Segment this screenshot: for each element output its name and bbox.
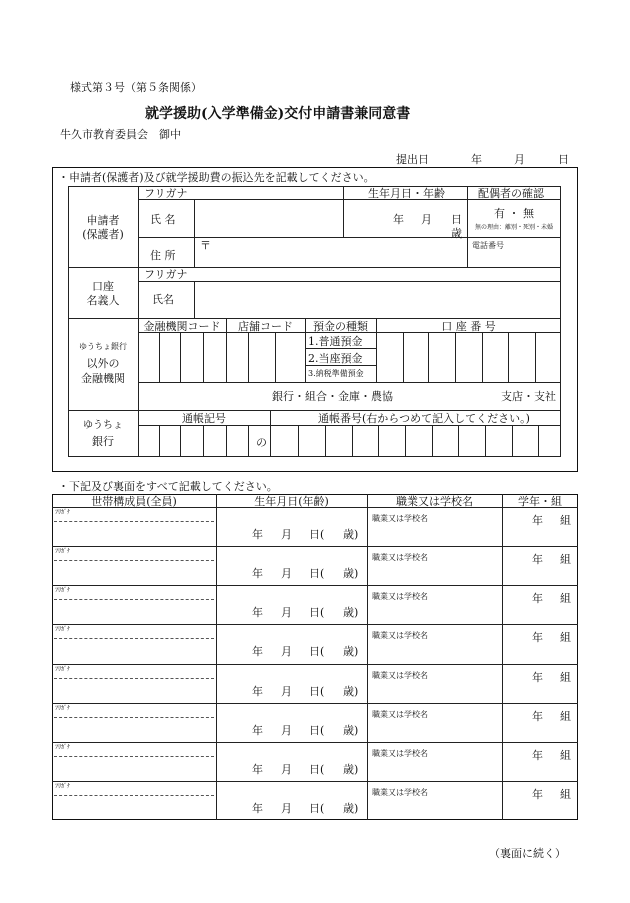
passbook-symbol-header: 通帳記号: [182, 412, 226, 425]
deposit-option-tax[interactable]: 3.納税準備預金: [308, 369, 364, 378]
row-birth-year: 年: [252, 801, 263, 815]
birth-month-label: 月: [421, 213, 432, 226]
form-number: 様式第３号（第５条関係）: [70, 81, 202, 94]
row-age: 歳): [343, 567, 359, 581]
row-grade-year: 年: [532, 748, 543, 762]
row-job-label: 職業又は学校名: [372, 709, 428, 719]
row-job-label: 職業又は学校名: [372, 748, 428, 758]
applicant-furigana-label: フリガナ: [144, 187, 188, 200]
row-grade-year: 年: [532, 592, 543, 606]
postal-mark: 〒: [200, 239, 211, 252]
branch-types-label: 支店・支社: [501, 390, 556, 403]
col-birth-header: 生年月日(年齢): [254, 495, 329, 508]
applicant-name-field[interactable]: [195, 200, 342, 236]
furigana-divider: [54, 521, 214, 522]
row-job-label: 職業又は学校名: [372, 670, 428, 680]
submit-date-label: 提出日: [396, 153, 429, 166]
phone-label: 電話番号: [472, 241, 504, 250]
row-birth-year: 年: [252, 528, 263, 541]
row-furigana-label: ﾌﾘｶﾞﾅ: [55, 548, 71, 556]
other-bank-label-2: 以外の: [86, 357, 120, 370]
row-job-label: 職業又は学校名: [372, 514, 428, 523]
birth-age-label: 歳: [451, 227, 462, 240]
submit-year-label: 年: [471, 153, 482, 166]
row-birth-month: 月: [281, 762, 292, 776]
applicant-label: 申請者: [86, 214, 120, 227]
deposit-type-header: 預金の種類: [313, 320, 368, 333]
row-birth-day: 日(: [309, 801, 325, 815]
row-furigana-label: ﾌﾘｶﾞﾅ: [55, 626, 71, 634]
member-name-field[interactable]: [53, 562, 215, 584]
bank-types-label: 銀行・組合・金庫・農協: [272, 390, 393, 403]
passbook-number-header: 通帳番号(右からつめて記入してください。): [318, 412, 530, 425]
applicant-name-label: 氏 名: [150, 213, 176, 226]
row-age: 歳): [343, 528, 359, 541]
account-furigana-label: フリガナ: [144, 268, 188, 281]
row-grade-class: 組: [560, 514, 571, 527]
account-holder-label: 名義人: [86, 294, 120, 307]
row-grade-class: 組: [560, 592, 571, 606]
row-grade-year: 年: [532, 670, 543, 684]
row-grade-year: 年: [532, 514, 543, 527]
table-row-divider: [52, 585, 578, 586]
row-job-label: 職業又は学校名: [372, 631, 428, 641]
row-age: 歳): [343, 723, 359, 737]
submit-month-label: 月: [514, 153, 525, 166]
row-grade-class: 組: [560, 709, 571, 723]
row-birth-month: 月: [281, 528, 292, 541]
row-birth-year: 年: [252, 762, 263, 776]
spouse-check-header: 配偶者の確認: [478, 187, 544, 200]
row-birth-day: 日(: [309, 645, 325, 659]
row-furigana-label: ﾌﾘｶﾞﾅ: [55, 743, 71, 751]
row-furigana-label: ﾌﾘｶﾞﾅ: [55, 509, 71, 516]
row-grade-class: 組: [560, 553, 571, 567]
submit-day-label: 日: [558, 153, 569, 166]
member-name-field[interactable]: [53, 797, 215, 819]
account-number-header: 口 座 番 号: [441, 320, 496, 333]
other-bank-label-3: 金融機関: [81, 372, 125, 385]
deposit-option-ordinary[interactable]: 1.普通預金: [308, 335, 363, 348]
col-member-header: 世帯構成員(全員): [91, 495, 177, 508]
row-birth-day: 日(: [309, 606, 325, 620]
furigana-divider: [54, 756, 214, 757]
row-job-label: 職業又は学校名: [372, 787, 428, 797]
table-row-divider: [52, 781, 578, 782]
member-name-field[interactable]: [53, 680, 215, 702]
furigana-divider: [54, 795, 214, 796]
birth-year-label: 年: [393, 213, 404, 226]
row-grade-class: 組: [560, 670, 571, 684]
row-age: 歳): [343, 762, 359, 776]
bank-code-header: 金融機関コード: [143, 320, 221, 333]
branch-code-header: 店舗コード: [238, 320, 293, 333]
account-label: 口座: [92, 280, 114, 293]
furigana-divider: [54, 599, 214, 600]
member-name-field[interactable]: [53, 523, 215, 545]
guardian-label: (保護者): [82, 228, 124, 241]
row-birth-day: 日(: [309, 762, 325, 776]
continue-note: （裏面に続く）: [489, 847, 566, 860]
row-birth-month: 月: [281, 645, 292, 659]
spouse-reason: 無の理由：離別・死別・未婚: [474, 224, 553, 231]
member-name-field[interactable]: [53, 640, 215, 662]
row-birth-month: 月: [281, 723, 292, 737]
row-grade-class: 組: [560, 748, 571, 762]
applicant-section-intro: ・申請者(保護者)及び就学援助費の振込先を記載してください。: [58, 171, 375, 184]
row-furigana-label: ﾌﾘｶﾞﾅ: [55, 782, 71, 790]
member-name-field[interactable]: [53, 758, 215, 780]
row-age: 歳): [343, 645, 359, 659]
row-grade-class: 組: [560, 631, 571, 645]
row-grade-year: 年: [532, 709, 543, 723]
row-age: 歳): [343, 606, 359, 620]
row-grade-year: 年: [532, 631, 543, 645]
row-birth-year: 年: [252, 645, 263, 659]
row-birth-month: 月: [281, 606, 292, 620]
table-row-divider: [52, 664, 578, 665]
row-birth-month: 月: [281, 567, 292, 581]
table-row-divider: [52, 742, 578, 743]
row-birth-year: 年: [252, 684, 263, 698]
other-bank-label-1: ゆうちょ銀行: [79, 342, 127, 351]
table-row-divider: [52, 546, 578, 547]
household-section-intro: ・下記及び裏面をすべて記載してください。: [58, 480, 278, 493]
furigana-divider: [54, 560, 214, 561]
yucho-label-2: 銀行: [92, 435, 114, 448]
row-birth-year: 年: [252, 567, 263, 581]
row-job-label: 職業又は学校名: [372, 592, 428, 602]
account-name-label: 氏名: [152, 293, 174, 306]
row-job-label: 職業又は学校名: [372, 553, 428, 563]
row-birth-month: 月: [281, 684, 292, 698]
table-row-divider: [52, 703, 578, 704]
birth-day-label: 日: [451, 213, 462, 226]
member-name-field[interactable]: [53, 719, 215, 741]
row-age: 歳): [343, 801, 359, 815]
col-grade-header: 学年・組: [518, 495, 562, 508]
row-birth-day: 日(: [309, 723, 325, 737]
row-birth-year: 年: [252, 606, 263, 620]
birth-age-header: 生年月日・年齢: [368, 187, 445, 200]
col-job-header: 職業又は学校名: [396, 495, 473, 508]
member-name-field[interactable]: [53, 601, 215, 623]
row-age: 歳): [343, 684, 359, 698]
furigana-divider: [54, 638, 214, 639]
row-grade-class: 組: [560, 787, 571, 801]
row-furigana-label: ﾌﾘｶﾞﾅ: [55, 704, 71, 712]
row-grade-year: 年: [532, 553, 543, 567]
row-furigana-label: ﾌﾘｶﾞﾅ: [55, 587, 71, 595]
addressee: 牛久市教育委員会 御中: [60, 128, 181, 141]
row-grade-year: 年: [532, 787, 543, 801]
row-birth-day: 日(: [309, 567, 325, 581]
furigana-divider: [54, 717, 214, 718]
spouse-options[interactable]: 有 ・ 無: [494, 207, 534, 220]
row-furigana-label: ﾌﾘｶﾞﾅ: [55, 665, 71, 673]
yucho-label-1: ゆうちょ: [83, 420, 123, 431]
form-title: 就学援助(入学準備金)交付申請書兼同意書: [145, 106, 411, 122]
row-birth-day: 日(: [309, 684, 325, 698]
passbook-no-mark: の: [256, 436, 267, 449]
deposit-option-current[interactable]: 2.当座預金: [308, 352, 363, 365]
row-birth-day: 日(: [309, 528, 325, 541]
furigana-divider: [54, 678, 214, 679]
table-row-divider: [52, 624, 578, 625]
row-birth-year: 年: [252, 723, 263, 737]
row-birth-month: 月: [281, 801, 292, 815]
applicant-address-label: 住 所: [150, 249, 176, 262]
